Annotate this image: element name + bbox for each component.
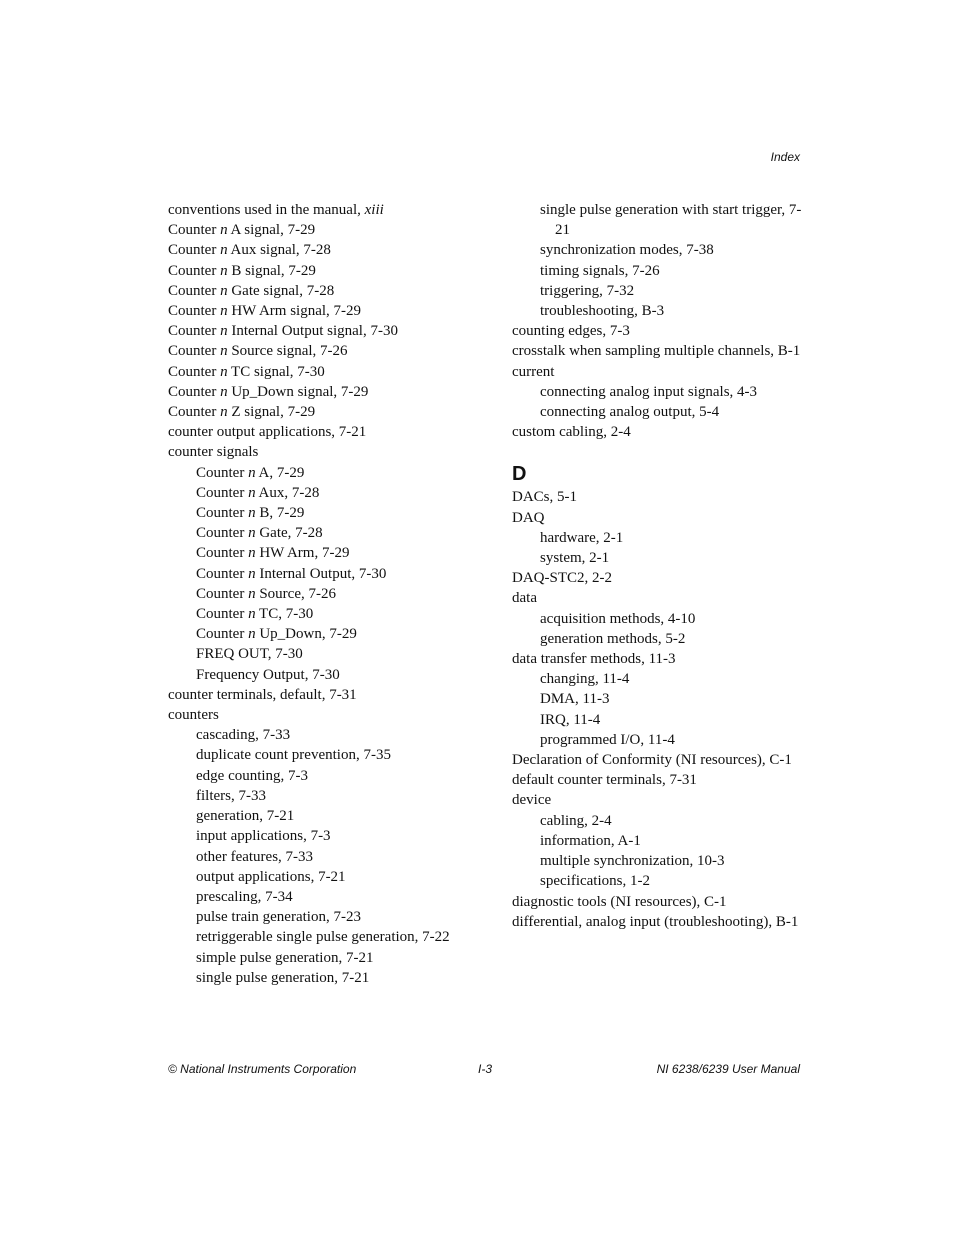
- entry-text-pre: specifications, 1-2: [540, 873, 650, 890]
- entry-text-post: Internal Output, 7-30: [255, 565, 387, 582]
- index-subentry: [168, 543, 498, 563]
- index-entry: [512, 422, 812, 442]
- index-subentry: [512, 871, 812, 891]
- entry-text-pre: current: [512, 363, 555, 380]
- entry-text-pre: Counter: [196, 606, 249, 623]
- entry-text-pre: counters: [168, 707, 219, 724]
- entry-text-ital: n: [248, 464, 256, 481]
- entry-text-pre: Counter: [168, 404, 221, 421]
- entry-text-pre: prescaling, 7-34: [196, 888, 293, 905]
- index-subentry: [168, 786, 498, 806]
- index-entry: [512, 568, 812, 588]
- entry-text-pre: hardware, 2-1: [540, 529, 624, 546]
- entry-text-pre: Counter: [196, 626, 249, 643]
- entry-text-pre: DACs, 5-1: [512, 489, 578, 506]
- footer-copyright: © National Instruments Corporation: [168, 1062, 357, 1076]
- index-entry: [168, 402, 498, 422]
- index-subentry: [512, 689, 812, 709]
- entry-text-ital: n: [248, 505, 256, 522]
- entry-text-pre: connecting analog input signals, 4-3: [540, 383, 758, 400]
- entry-text-post: A signal, 7-29: [227, 222, 316, 239]
- index-subentry: [168, 907, 498, 927]
- index-entry: [512, 321, 812, 341]
- entry-text-post: B, 7-29: [255, 505, 305, 522]
- index-entry: [512, 912, 812, 932]
- entry-text-ital: n: [220, 282, 228, 299]
- index-subentry: [168, 806, 498, 826]
- index-column-right: [512, 200, 812, 932]
- entry-text-pre: device: [512, 792, 552, 809]
- entry-text-ital: n: [248, 626, 256, 643]
- index-subentry: [168, 927, 498, 947]
- entry-text-pre: Counter: [168, 303, 221, 320]
- index-subentry: [168, 503, 498, 523]
- entry-text-pre: differential, analog input (troubleshooting), B-1: [512, 913, 799, 930]
- index-entry: [168, 382, 498, 402]
- entry-text-pre: programmed I/O, 11-4: [540, 731, 675, 748]
- index-subentry: [512, 730, 812, 750]
- entry-text-pre: output applications, 7-21: [196, 868, 346, 885]
- entry-text-pre: counter terminals, default, 7-31: [168, 686, 357, 703]
- index-entry: [168, 321, 498, 341]
- index-entry: [168, 422, 498, 442]
- entry-text-post: Source signal, 7-26: [227, 343, 348, 360]
- index-subentry: [168, 766, 498, 786]
- entry-text-pre: counter signals: [168, 444, 259, 461]
- index-column-left: [168, 200, 498, 988]
- entry-text-ital: n: [248, 565, 256, 582]
- entry-text-post: A, 7-29: [255, 464, 305, 481]
- index-entry: [168, 240, 498, 260]
- index-entry: [168, 261, 498, 281]
- entry-text-ital: n: [220, 303, 228, 320]
- entry-text-ital: n: [220, 242, 228, 259]
- entry-text-pre: retriggerable single pulse generation, 7-22: [196, 929, 450, 946]
- entry-text-post: Internal Output signal, 7-30: [227, 323, 398, 340]
- entry-text-pre: Counter: [168, 343, 221, 360]
- index-subentry: [168, 665, 498, 685]
- entry-text-post: Gate, 7-28: [255, 525, 323, 542]
- entry-text-pre: changing, 11-4: [540, 671, 630, 688]
- index-entry: [512, 790, 812, 810]
- entry-text-pre: Counter: [196, 464, 249, 481]
- entry-text-pre: DAQ: [512, 509, 545, 526]
- entry-text-pre: FREQ OUT, 7-30: [196, 646, 303, 663]
- index-entry: [168, 281, 498, 301]
- entry-text-post: B signal, 7-29: [227, 262, 316, 279]
- index-subentry: [168, 564, 498, 584]
- index-subentry: [512, 240, 812, 260]
- entry-text-pre: input applications, 7-3: [196, 828, 331, 845]
- entry-text-pre: DAQ-STC2, 2-2: [512, 570, 612, 587]
- entry-text-pre: information, A-1: [540, 832, 641, 849]
- index-subentry: [168, 483, 498, 503]
- index-subentry: [168, 604, 498, 624]
- page-number: I-3: [478, 1062, 493, 1076]
- entry-text-pre: counting edges, 7-3: [512, 323, 630, 340]
- entry-text-pre: synchronization modes, 7-38: [540, 242, 714, 259]
- index-subentry: [512, 382, 812, 402]
- entry-text-pre: Counter: [196, 505, 249, 522]
- index-entry: [512, 362, 812, 382]
- entry-text-pre: triggering, 7-32: [540, 282, 635, 299]
- index-entry: [512, 770, 812, 790]
- index-subentry: [512, 669, 812, 689]
- entry-text-pre: pulse train generation, 7-23: [196, 909, 361, 926]
- index-subentry: [168, 644, 498, 664]
- entry-text-pre: generation methods, 5-2: [540, 630, 686, 647]
- entry-text-pre: Counter: [196, 525, 249, 542]
- entry-text-pre: Counter: [196, 545, 249, 562]
- entry-text-pre: Declaration of Conformity (NI resources), C-1: [512, 752, 792, 769]
- index-subentry: [512, 200, 812, 240]
- entry-text-pre: Counter: [196, 585, 249, 602]
- entry-text-post: HW Arm signal, 7-29: [227, 303, 362, 320]
- entry-text-pre: single pulse generation with start trigger, 7-21: [540, 202, 802, 239]
- entry-text-pre: cascading, 7-33: [196, 727, 291, 744]
- index-entry: [168, 685, 498, 705]
- entry-text-pre: other features, 7-33: [196, 848, 314, 865]
- entry-text-pre: Counter: [168, 262, 221, 279]
- entry-text-ital: n: [220, 363, 228, 380]
- entry-text-pre: Counter: [196, 484, 249, 501]
- entry-text-ital: n: [248, 585, 256, 602]
- index-subentry: [512, 402, 812, 422]
- entry-text-pre: Counter: [168, 363, 221, 380]
- entry-text-pre: Counter: [168, 222, 221, 239]
- entry-text-pre: multiple synchronization, 10-3: [540, 853, 725, 870]
- entry-text-ital: n: [220, 262, 228, 279]
- index-entry: [168, 200, 498, 220]
- entry-text-post: TC, 7-30: [255, 606, 314, 623]
- entry-text-pre: system, 2-1: [540, 550, 610, 567]
- entry-text-pre: simple pulse generation, 7-21: [196, 949, 374, 966]
- index-subentry: [168, 523, 498, 543]
- index-subentry: [512, 609, 812, 629]
- entry-text-pre: generation, 7-21: [196, 808, 295, 825]
- index-subentry: [168, 887, 498, 907]
- index-subentry: [512, 528, 812, 548]
- index-entry: [512, 649, 812, 669]
- entry-text-pre: acquisition methods, 4-10: [540, 610, 696, 627]
- entry-text-post: Gate signal, 7-28: [227, 282, 335, 299]
- index-subentry: [512, 831, 812, 851]
- entry-text-pre: conventions used in the manual,: [168, 202, 365, 218]
- index-entry: [512, 341, 812, 361]
- entry-text-pre: timing signals, 7-26: [540, 262, 660, 279]
- entry-text-post: HW Arm, 7-29: [255, 545, 350, 562]
- entry-text-pre: single pulse generation, 7-21: [196, 969, 370, 986]
- entry-text-pre: Counter: [168, 242, 221, 259]
- entry-text-post: Source, 7-26: [255, 585, 336, 602]
- footer-manual-title: NI 6238/6239 User Manual: [656, 1062, 800, 1076]
- entry-text-post: Aux signal, 7-28: [227, 242, 331, 259]
- entry-text-ital: n: [248, 606, 256, 623]
- entry-text-pre: data transfer methods, 11-3: [512, 651, 676, 668]
- index-entry: [512, 588, 812, 608]
- index-subentry: [512, 629, 812, 649]
- index-entry: [168, 301, 498, 321]
- entry-text-pre: cabling, 2-4: [540, 812, 612, 829]
- entry-text-pre: Counter: [168, 282, 221, 299]
- entry-text-pre: Counter: [196, 565, 249, 582]
- entry-text-pre: custom cabling, 2-4: [512, 424, 631, 441]
- entry-text-ital: n: [248, 545, 256, 562]
- index-entry: [168, 705, 498, 725]
- entry-text-ital: n: [220, 383, 228, 400]
- entry-text-ital: n: [220, 222, 228, 239]
- entry-text-pre: Frequency Output, 7-30: [196, 666, 340, 683]
- entry-text-pre: edge counting, 7-3: [196, 767, 309, 784]
- index-entry: [168, 362, 498, 382]
- index-subentry: [168, 867, 498, 887]
- index-subentry: [512, 811, 812, 831]
- entry-text-post: Up_Down, 7-29: [255, 626, 357, 643]
- index-entry: [168, 442, 498, 462]
- index-subentry: [512, 301, 812, 321]
- entry-text-pre: counter output applications, 7-21: [168, 424, 367, 441]
- page-footer: [168, 1062, 800, 1078]
- entry-text-pre: filters, 7-33: [196, 787, 266, 804]
- index-section-heading: D: [512, 463, 527, 486]
- index-subentry: [168, 584, 498, 604]
- entry-text-pre: default counter terminals, 7-31: [512, 772, 697, 789]
- entry-text-pre: DMA, 11-3: [540, 691, 610, 708]
- index-subentry: [512, 261, 812, 281]
- index-subentry: [512, 710, 812, 730]
- entry-text-pre: duplicate count prevention, 7-35: [196, 747, 391, 764]
- index-subentry: [168, 725, 498, 745]
- entry-text-pre: diagnostic tools (NI resources), C-1: [512, 893, 727, 910]
- index-subentry: [168, 968, 498, 988]
- entry-text-ital: n: [248, 525, 256, 542]
- index-subentry: [512, 281, 812, 301]
- entry-text-pre: data: [512, 590, 537, 607]
- index-subentry: [168, 826, 498, 846]
- entry-text-ital: xiii: [364, 202, 384, 218]
- index-subentry: [168, 624, 498, 644]
- entry-text-pre: IRQ, 11-4: [540, 711, 601, 728]
- index-entry: [512, 892, 812, 912]
- index-entry: [168, 341, 498, 361]
- index-subentry: [168, 847, 498, 867]
- entry-text-post: Up_Down signal, 7-29: [227, 383, 369, 400]
- entry-text-pre: Counter: [168, 383, 221, 400]
- entry-text-ital: n: [220, 404, 228, 421]
- entry-text-pre: Counter: [168, 323, 221, 340]
- entry-text-pre: connecting analog output, 5-4: [540, 404, 720, 421]
- index-entry: [512, 487, 812, 507]
- index-entry: [512, 750, 812, 770]
- entry-text-post: Z signal, 7-29: [227, 404, 316, 421]
- entry-text-post: TC signal, 7-30: [227, 363, 325, 380]
- index-entry: [168, 220, 498, 240]
- index-subentry: [512, 851, 812, 871]
- index-subentry: [168, 463, 498, 483]
- index-subentry: [512, 548, 812, 568]
- index-subentry: [168, 745, 498, 765]
- entry-text-pre: crosstalk when sampling multiple channels, B-1: [512, 343, 801, 360]
- entry-text-pre: troubleshooting, B-3: [540, 303, 665, 320]
- entry-text-ital: n: [220, 323, 228, 340]
- running-header: Index: [770, 150, 800, 164]
- entry-text-post: Aux, 7-28: [255, 484, 320, 501]
- entry-text-ital: n: [220, 343, 228, 360]
- index-entry: [512, 508, 812, 528]
- index-subentry: [168, 948, 498, 968]
- entry-text-ital: n: [248, 484, 256, 501]
